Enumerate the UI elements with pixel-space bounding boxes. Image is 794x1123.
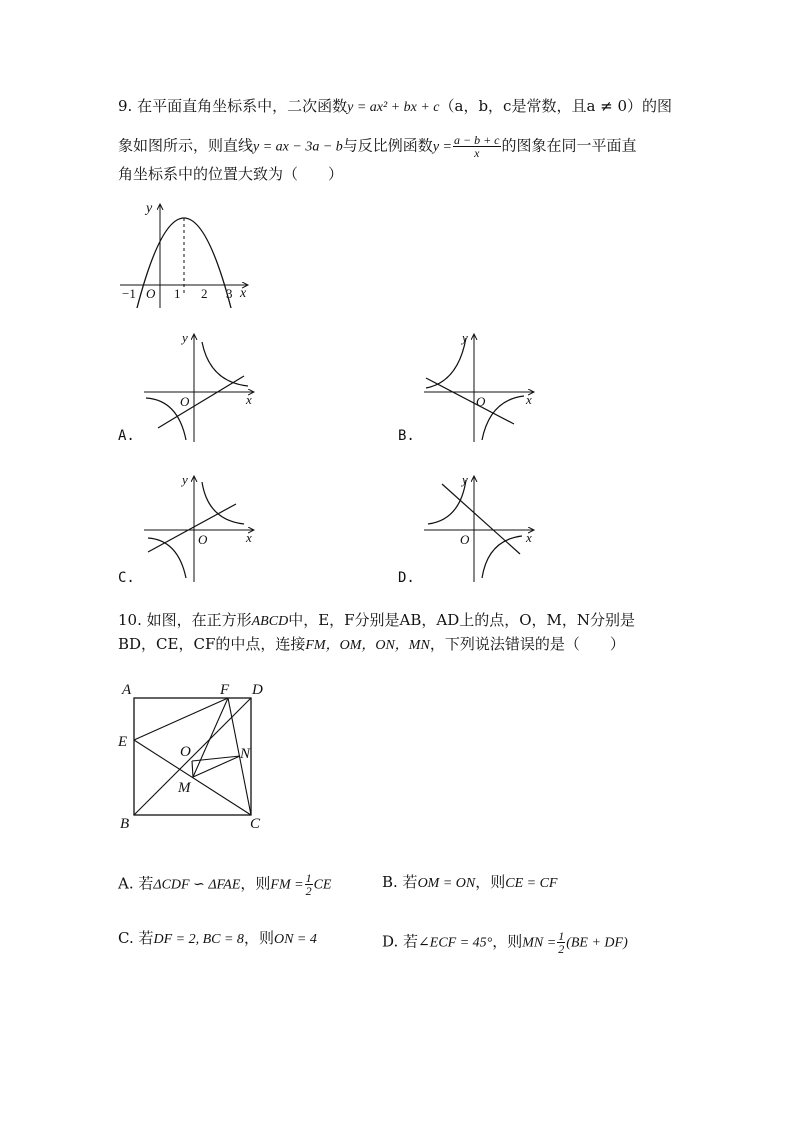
q9-text-1b: （a，b，c是常数，且a ≠ 0）的图 [439,97,673,115]
q9-fraction-numerator: a − b + c [453,133,500,147]
q10-option-a-condition: ΔCDF ∽ ΔFAE [153,877,241,893]
tick-label-2: 2 [201,286,208,301]
q10-option-b-conclusion: CE = CF [505,876,558,891]
segment-ef [134,698,228,740]
q9-text-3: 角坐标系中的位置大致为（ ） [118,165,344,183]
q10-option-d-denominator: 2 [558,942,565,956]
straight-line [148,504,236,552]
x-label: x [526,392,532,407]
q10-option-c-prefix: C. 若 [118,929,154,947]
q10-option-d-numerator: 1 [558,929,565,943]
q10-option-b [382,872,557,894]
y-label: y [462,472,468,487]
q9-formula-line: y = ax − 3a − b [253,139,343,155]
q10-text-1c: 中，E，F分别是AB，AD上的点，O，M，N分别是 [288,611,636,629]
option-b-label: B. [398,428,415,444]
y-label: y [146,201,153,216]
option-d-label: D. [398,570,415,586]
q10-text-2c: ，下列说法错误的是（ ） [429,635,625,653]
q10-text-1a: 10. 如图，在正方形 [118,611,252,629]
q9-option-a-graph [144,328,260,444]
q9-text-2a: 象如图所示，则直线 [118,136,254,155]
straight-line [442,484,520,554]
point-c-label: C [250,816,261,832]
option-a-label: A. [118,428,135,444]
segment-on [192,756,240,761]
q10-option-c [118,928,317,950]
q10-option-c-then: ，则 [243,929,274,947]
q9-line-3 [118,164,343,184]
straight-line [158,376,244,428]
q10-option-d [382,930,628,955]
x-label: x [246,530,252,545]
segment-fm [193,698,228,777]
q9-formula-inverse-lhs: y = [432,139,452,155]
q10-square-name: ABCD [251,614,289,629]
q10-option-d-rhs: (BE + DF) [566,935,628,951]
q10-line-1 [118,610,635,632]
q9-number: 9. [118,97,133,115]
q10-option-d-lhs: MN = [522,935,557,951]
x-label: x [526,530,532,545]
q9-line-1 [118,96,672,118]
q9-fraction-denominator: x [474,146,480,160]
y-label: y [182,472,188,487]
q10-option-a [118,872,331,897]
tick-label-neg1: −1 [122,286,136,301]
point-m-label: M [178,780,191,796]
origin-label: O [476,394,486,409]
q10-option-a-lhs: FM = [270,877,304,893]
x-label: x [246,392,252,407]
tick-label-3: 3 [226,286,233,301]
origin-label: O [198,532,208,547]
q9-text-1a: 在平面直角坐标系中，二次函数 [137,97,348,115]
segment-ce [134,740,251,815]
q9-formula-quadratic: y = ax² + bx + c [347,100,440,115]
segment-om [192,761,193,777]
q10-option-d-fraction [557,930,565,955]
q10-option-a-denominator: 2 [305,884,312,898]
q9-option-d-graph [424,470,540,586]
q9-formula-inverse-fraction [453,134,501,159]
hyperbola-branch-q2 [428,480,466,524]
q9-line-2 [118,134,637,159]
origin-label: O [180,394,190,409]
tick-label-1: 1 [174,286,181,301]
q10-square-figure [114,678,274,834]
q10-option-c-condition: DF = 2, BC = 8 [153,932,244,947]
q9-option-b-graph [424,328,540,444]
point-b-label: B [120,816,130,832]
q10-line-2 [118,634,625,656]
q10-option-a-fraction [305,872,313,897]
hyperbola-branch-q1 [202,482,244,524]
hyperbola-branch-q1 [202,342,248,386]
x-label: x [240,286,247,301]
point-d-label: D [252,682,263,698]
segment-mn [193,756,240,777]
hyperbola-branch-q3 [148,538,186,578]
y-label: y [182,330,188,345]
point-n-label: N [240,746,251,762]
q10-option-c-conclusion: ON = 4 [273,932,317,947]
hyperbola-branch-q4 [482,536,522,578]
q10-option-d-prefix: D. 若 [382,932,419,951]
q10-option-a-rhs: CE [313,877,332,893]
origin-label: O [146,286,156,301]
q10-option-b-prefix: B. 若 [382,873,418,891]
q10-option-d-condition: ∠ECF = 45° [418,935,493,951]
q10-option-a-then: ，则 [240,874,271,893]
point-e-label: E [118,734,128,750]
q9-text-2c: 的图象在同一平面直 [501,136,637,155]
q10-option-a-prefix: A. 若 [118,874,154,893]
point-f-label: F [220,682,230,698]
q10-segments: FM，OM，ON，MN [305,638,430,653]
q10-option-b-condition: OM = ON [417,876,476,891]
q10-option-b-then: ，则 [475,873,506,891]
y-label: y [462,330,468,345]
point-o-label: O [180,744,191,760]
q9-option-c-graph [144,470,260,586]
point-a-label: A [122,682,132,698]
q10-option-a-numerator: 1 [305,871,312,885]
q9-text-2b: 与反比例函数 [342,136,433,155]
q9-parabola-graph [116,198,256,310]
q10-text-2a: BD，CE，CF的中点，连接 [118,635,306,653]
q10-option-d-then: ，则 [492,932,523,951]
option-c-label: C. [118,570,135,586]
straight-line [426,378,514,424]
origin-label: O [460,532,470,547]
